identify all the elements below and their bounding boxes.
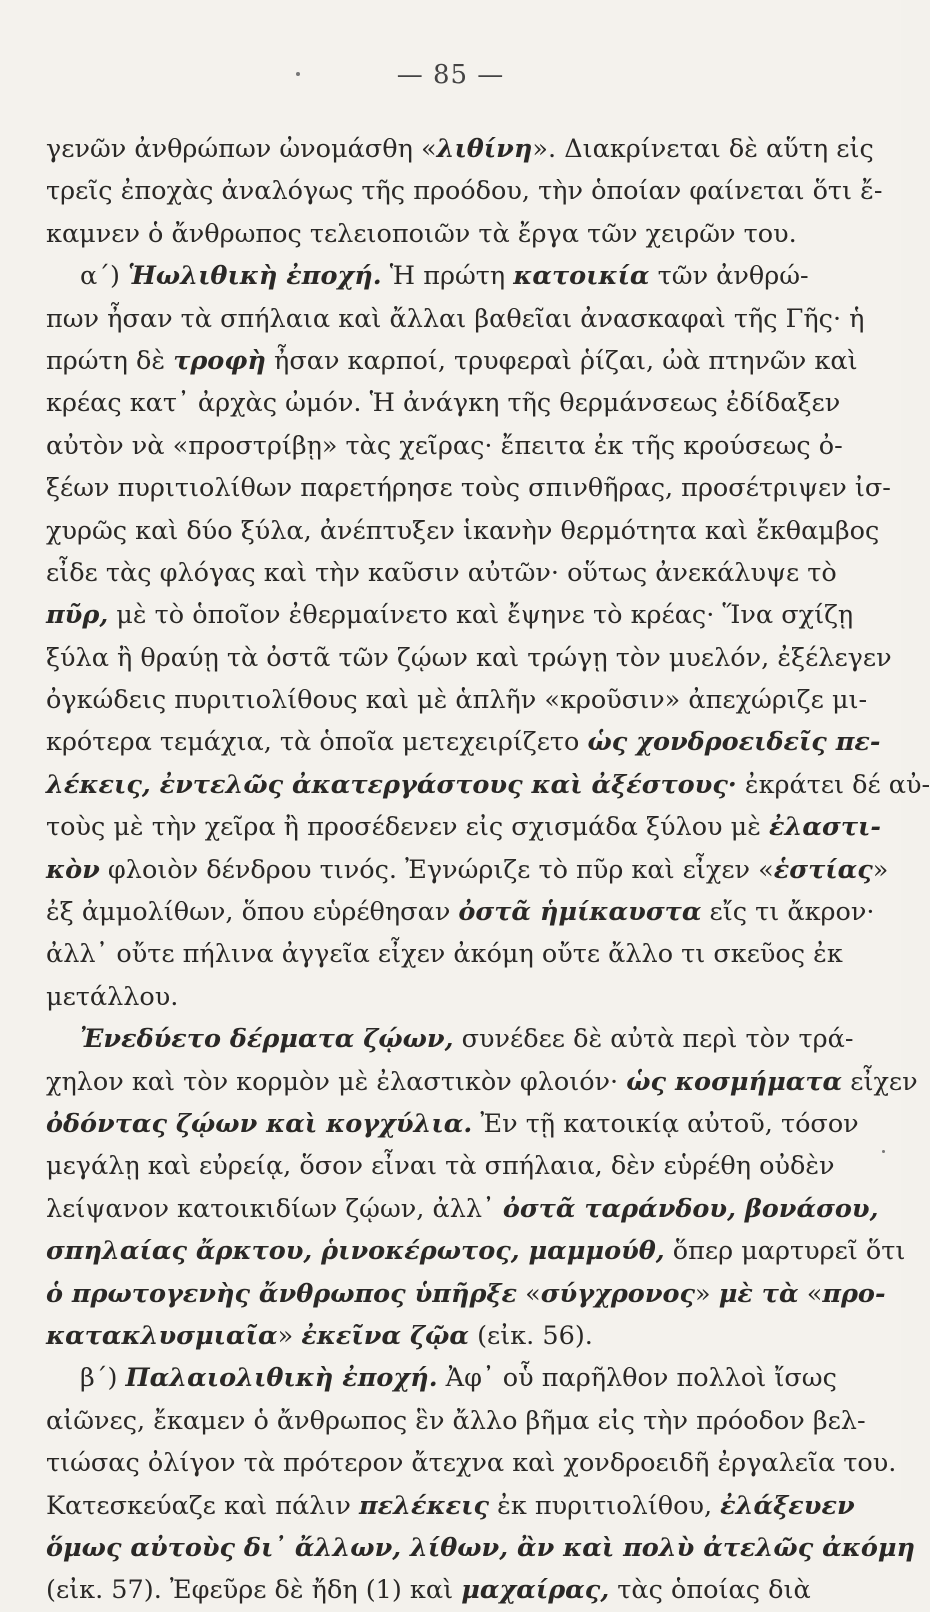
emphasized-text: Ἐνεδύετο δέρματα ζῴων,: [80, 1024, 454, 1055]
text-run: μετάλλου.: [46, 981, 179, 1012]
emphasized-text: ὀδόντας ζῴων καὶ κογχύλια.: [46, 1108, 473, 1139]
text-line: [46, 425, 843, 467]
emphasized-text: Παλαιολιθικὴ ἐποχή.: [125, 1363, 438, 1394]
text-line: [46, 891, 875, 933]
text-line: [46, 213, 802, 255]
emphasized-text: ὁ πρωτογενὴς ἄνθρωπος ὑπῆρξε: [46, 1278, 518, 1309]
emphasized-text: ὡς χονδροειδεῖς πε-: [587, 727, 881, 758]
text-run: Ἀφ᾿ οὗ παρῆλθον πολλοὶ ἴσως: [437, 1363, 837, 1394]
text-run: ἀλλ᾿ οὔτε πήλινα ἀγγεῖα εἶχεν ἀκόμη οὔτε ἄλλο τι σκεῦος ἐκ: [46, 939, 843, 970]
body-text: [46, 128, 930, 1612]
text-run: ἐκ πυριτιολίθου,: [489, 1490, 721, 1521]
text-run: ». Διακρίνεται δὲ αὕτη εἰς: [532, 134, 874, 164]
emphasized-text: ὀστᾶ ταράνδου, βονάσου,: [502, 1193, 879, 1224]
text-line: [46, 1230, 906, 1272]
emphasized-text: κατοικία: [513, 261, 650, 292]
text-line: [46, 1273, 886, 1315]
text-run: συνέδεε δὲ αὐτὰ περὶ τὸν τρά-: [453, 1024, 854, 1055]
text-line: [46, 1527, 916, 1569]
text-run: τὰς ὁποίας διὰ: [609, 1575, 811, 1606]
text-run: ξύλα ἢ θραύῃ τὰ ὀστᾶ τῶν ζῴων καὶ τρώγῃ τὸν μυελόν, ἐξέλεγεν: [46, 642, 892, 673]
text-run: ἐξ ἀμμολίθων, ὅπου εὑρέθησαν: [46, 897, 459, 928]
text-run: αὐτὸν νὰ «προστρίβῃ» τὰς χεῖρας· ἔπειτα ἐκ τῆς κρούσεως ὀ-: [46, 430, 843, 461]
emphasized-text: μαχαίρας,: [461, 1575, 610, 1606]
emphasized-text: ὅμως αὐτοὺς δι᾿ ἄλλων, λίθων, ἂν καὶ πολὺ ἀτελῶς ἀκόμη: [46, 1532, 916, 1563]
text-line: [46, 721, 881, 763]
text-run: Ἐν τῇ κατοικίᾳ αὐτοῦ, τόσον: [472, 1108, 859, 1139]
text-line: [46, 340, 858, 382]
text-line: [46, 552, 837, 594]
text-line: [46, 298, 865, 340]
text-line: [46, 1061, 918, 1103]
emphasized-text: μὲ τὰ: [718, 1278, 799, 1309]
emphasized-text: κατακλυσμιαῖα: [46, 1320, 278, 1351]
text-run: γενῶν ἀνθρώπων ὠνομάσθη «: [46, 134, 437, 164]
text-line: [46, 637, 892, 679]
emphasized-text: σύγχρονος: [540, 1278, 696, 1309]
print-speck: [296, 72, 300, 76]
text-run: τρεῖς ἐποχὰς ἀναλόγως τῆς προόδου, τὴν ὁποίαν φαίνεται ὅτι ἔ-: [46, 176, 883, 207]
text-run: πρώτη δὲ: [46, 345, 174, 376]
text-run: (εἰκ. 57). Ἐφεῦρε δὲ ἤδη (1) καὶ: [46, 1575, 462, 1606]
text-run: αἰῶνες, ἔκαμεν ὁ ἄνθρωπος ἓν ἄλλο βῆμα εἰς τὴν πρόοδον βελ-: [46, 1405, 866, 1436]
emphasized-text: προ-: [822, 1278, 886, 1309]
print-speck: [882, 1150, 885, 1153]
text-line: [46, 1188, 879, 1230]
text-run: Κατεσκεύαζε καὶ πάλιν: [46, 1490, 360, 1521]
text-run: πων ἦσαν τὰ σπήλαια καὶ ἄλλαι βαθεῖαι ἀνασκαφαὶ τῆς Γῆς· ἡ: [46, 303, 865, 334]
emphasized-text: πῦρ,: [46, 600, 109, 631]
text-line: [46, 764, 930, 806]
text-run: φλοιὸν δένδρου τινός. Ἐγνώριζε τὸ πῦρ καὶ εἶχεν «: [99, 854, 774, 885]
text-line: [46, 1569, 811, 1611]
text-line: [46, 128, 874, 170]
text-line: [46, 467, 891, 509]
emphasized-text: ἐλάξευεν: [720, 1490, 855, 1521]
text-run: μὲ τὸ ὁποῖον ἐθερμαίνετο καὶ ἔψηνε τὸ κρέας· Ἵνα σχίζῃ: [108, 600, 854, 631]
text-run: ξέων πυριτιολίθων παρετήρησε τοὺς σπινθῆρας, προσέτριψεν ἰσ-: [46, 473, 891, 504]
text-run: μεγάλῃ καὶ εὐρείᾳ, ὅσον εἶναι τὰ σπήλαια, δὲν εὑρέθη οὐδὲν: [46, 1151, 835, 1182]
emphasized-text: ἐκεῖνα ζῷα: [301, 1320, 469, 1351]
text-run: «: [798, 1278, 823, 1309]
text-run: εἶχεν: [842, 1066, 918, 1097]
text-line: [46, 1400, 866, 1442]
text-line: [46, 382, 841, 424]
text-run: κρότερα τεμάχια, τὰ ὁποῖα μετεχειρίζετο: [46, 727, 588, 758]
emphasized-text: σπηλαίας ἄρκτου, ῥινοκέρωτος, μαμμούθ,: [46, 1236, 665, 1267]
text-run: »: [872, 854, 889, 885]
text-line: [46, 255, 809, 297]
emphasized-text: Ἡωλιθικὴ ἐποχή.: [128, 261, 382, 292]
text-run: Ἡ πρώτη: [381, 261, 514, 292]
text-run: ὀγκώδεις πυριτιολίθους καὶ μὲ ἁπλῆν «κροῦσιν» ἀπεχώριζε μι-: [46, 685, 868, 716]
text-line: [46, 976, 802, 1018]
text-run: εἴς τι ἄκρον·: [701, 897, 875, 928]
text-line: [46, 170, 883, 212]
text-line: [46, 1145, 835, 1187]
emphasized-text: πελέκεις: [359, 1490, 490, 1521]
text-run: εἶδε τὰς φλόγας καὶ τὴν καῦσιν αὐτῶν· οὕτως ἀνεκάλυψε τὸ: [46, 557, 837, 588]
text-run: τοὺς μὲ τὴν χεῖρα ἢ προσέδενεν εἰς σχισμάδα ξύλου μὲ: [46, 812, 770, 843]
text-line: [46, 594, 854, 636]
text-line: [46, 1485, 855, 1527]
text-run: τιώσας ὀλίγον τὰ πρότερον ἄτεχνα καὶ χονδροειδῆ ἐργαλεῖα του.: [46, 1448, 897, 1479]
emphasized-text: τροφὴ: [173, 345, 266, 376]
text-line: [46, 1018, 854, 1060]
text-run: α΄): [80, 261, 129, 292]
text-line: [46, 1103, 859, 1145]
emphasized-text: λιθίνη: [436, 134, 533, 164]
text-run: λείψανον κατοικιδίων ζῴων, ἀλλ᾿: [46, 1193, 503, 1224]
text-line: [46, 933, 843, 975]
text-line: [46, 1442, 897, 1484]
text-run: τῶν ἀνθρώ-: [649, 261, 809, 292]
text-run: κρέας κατ᾿ ἀρχὰς ὠμόν. Ἡ ἀνάγκη τῆς θερμάνσεως ἐδίδαξεν: [46, 388, 841, 419]
emphasized-text: κὸν: [46, 854, 100, 885]
emphasized-text: ἐλαστι-: [769, 812, 881, 843]
emphasized-text: ὡς κοσμήματα: [626, 1066, 843, 1097]
text-line: [46, 1357, 837, 1399]
text-run: χηλον καὶ τὸν κορμὸν μὲ ἐλαστικὸν φλοιόν·: [46, 1066, 627, 1097]
text-line: [46, 806, 881, 848]
text-line: [46, 1315, 802, 1357]
text-line: [46, 510, 880, 552]
text-run: ὅπερ μαρτυρεῖ ὅτι: [664, 1236, 906, 1267]
emphasized-text: λέκεις, ἐντελῶς ἀκατεργάστους καὶ ἀξέστους·: [46, 769, 737, 800]
text-line: [46, 849, 889, 891]
text-run: »: [277, 1320, 302, 1351]
text-line: [46, 679, 868, 721]
page-number: — 85 —: [396, 60, 505, 90]
text-run: β΄): [80, 1363, 126, 1394]
text-run: »: [695, 1278, 719, 1309]
text-run: χυρῶς καὶ δύο ξύλα, ἀνέπτυξεν ἱκανὴν θερμότητα καὶ ἔκθαμβος: [46, 515, 880, 546]
text-run: ἐκράτει δέ αὐ-: [736, 769, 930, 800]
text-run: (εἰκ. 56).: [468, 1320, 593, 1351]
text-run: ἦσαν καρποί, τρυφεραὶ ῥίζαι, ὠὰ πτηνῶν καὶ: [265, 345, 858, 376]
text-run: «: [517, 1278, 541, 1309]
text-run: καμνεν ὁ ἄνθρωπος τελειοποιῶν τὰ ἔργα τῶν χειρῶν του.: [46, 218, 797, 249]
emphasized-text: ὀστᾶ ἡμίκαυστα: [458, 897, 702, 928]
emphasized-text: ἑστίας: [773, 854, 873, 885]
